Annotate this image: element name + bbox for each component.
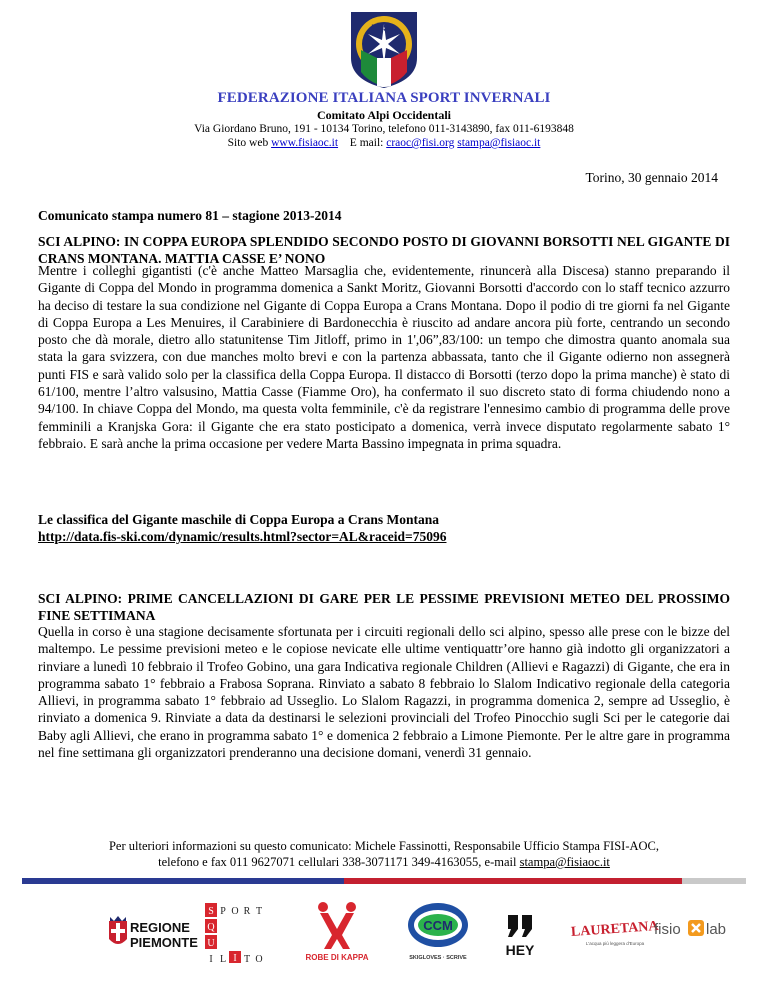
svg-text:ROBE DI KAPPA: ROBE DI KAPPA <box>305 953 369 962</box>
committee-name: Comitato Alpi Occidentali <box>317 108 451 122</box>
email-label: E mail: <box>349 137 384 149</box>
svg-text:P: P <box>220 906 226 917</box>
sportquilito-letters-icon <box>205 903 265 963</box>
hey-logo <box>498 907 542 961</box>
regione-piemonte-logo <box>108 915 198 951</box>
footer-rule-blue <box>22 878 344 884</box>
footer-rule-red <box>344 878 682 884</box>
footer-email-link[interactable]: stampa@fisiaoc.it <box>519 855 610 869</box>
regione-piemonte-crest-icon <box>108 915 198 951</box>
fisi-shield-icon <box>347 10 421 90</box>
ccm-badge-icon <box>405 901 471 963</box>
email-link-craoc[interactable]: craoc@fisi.org <box>386 137 455 149</box>
web-label: Sito web <box>227 137 269 149</box>
footer-line-2 <box>0 854 768 870</box>
results-block <box>38 511 446 545</box>
svg-text:Q: Q <box>207 922 215 933</box>
sponsor-strip <box>0 893 768 993</box>
svg-text:F.I.S.I.: F.I.S.I. <box>371 23 397 33</box>
svg-text:L'acqua più leggera d'Europa: L'acqua più leggera d'Europa <box>585 941 645 946</box>
footer-rule-gray <box>682 878 746 884</box>
organization-contacts <box>0 137 768 149</box>
svg-text:REGIONE: REGIONE <box>130 920 190 935</box>
svg-text:U: U <box>207 938 215 949</box>
email-link-stampa[interactable]: stampa@fisiaoc.it <box>457 137 541 149</box>
article-1-headline: SCI ALPINO: IN COPPA EUROPA SPLENDIDO SECONDO POSTO DI GIOVANNI BORSOTTI NEL GIGANTE DI CRANS MONTANA. MATTIA CASSE E’ NONO <box>38 234 730 266</box>
press-release-number: Comunicato stampa numero 81 – stagione 2013-2014 <box>38 208 342 223</box>
article-2-headline: SCI ALPINO: PRIME CANCELLAZIONI DI GARE PER LE PESSIME PREVISIONI METEO DEL PROSSIMO FINE SETTIMANA <box>38 591 730 623</box>
fisiolab-wordmark-icon <box>654 913 726 943</box>
article-1-body: Mentre i colleghi gigantisti (c'è anche Matteo Marsaglia che, evidentemente, rinuncerà alla Discesa) stanno preparando il Gigante di Coppa del Mondo in programma domenica a Sankt Moritz, Giovanni Borsotti d'accordo con lo staff tecnico azzurro ha deciso di testare la sua condizione nel Gigante di Coppa Europa a Crans Montana. Dopo il podio di tre giorni fa nel Gigante di Coppa Europa a Les Menuires, il Carabiniere di Bardonecchia è riuscito ad andare ancora più forte, centrando un secondo posto che dà morale, dietro allo statunitense Tim Jitloff, primo in 1',06”,83/100: un tempo che dimostra quanto anomala sua stata la gara svizzera, con due manches molto brevi e con la partenza abbassata, tanto che il Gigante odierno non assegnerà punti FIS e sarà valido solo per la classifica della Coppa Europa. Il distacco di Borsotti (terzo dopo la prima manche) è stato di 61/100, mentre l’altro valsusino, Mattia Casse (Fiamme Oro), ha confermato il suo discreto stato di forma chiudendo nono a 94/100. In chiave Coppa del Mondo, ma questa volta femminile, c'è da registrare l'ennesimo cambio di programma delle prove femminili a Kranjska Gora: il Gigante che era stato posticipato a domenica, verrà invece disputato regolarmente sabato 1° febbraio. E sarà anche la prima occasione per vedere Marta Bassino impegnata in prima squadra. <box>38 263 730 451</box>
hey-quote-icon <box>498 907 542 961</box>
lauretana-logo <box>570 911 659 955</box>
footer-line-1: Per ulteriori informazioni su questo comunicato: Michele Fassinotti, Responsabile Ufficio Stampa FISI-AOC, <box>108 839 660 853</box>
svg-text:L: L <box>219 954 227 965</box>
svg-text:T: T <box>243 954 251 965</box>
svg-text:O: O <box>231 906 239 917</box>
footer-contact <box>0 838 768 870</box>
svg-text:SKIGLOVES · SCRIVE: SKIGLOVES · SCRIVE <box>409 955 467 961</box>
svg-text:CCM: CCM <box>423 918 453 933</box>
svg-text:R: R <box>243 906 251 917</box>
svg-text:LAURETANA: LAURETANA <box>570 918 659 941</box>
svg-text:lab: lab <box>706 921 727 938</box>
svg-text:HEY: HEY <box>505 942 535 958</box>
svg-text:PIEMONTE: PIEMONTE <box>130 935 198 950</box>
footer-phones: telefono e fax 011 9627071 cellulari 338-3071171 349-4163055, e-mail <box>158 855 520 869</box>
article-2-body: Quella in corso è una stagione decisamente sfortunata per i circuiti regionali dello sci alpino, spesso alle prese con le bizze del maltempo. Le pessime previsioni meteo e le copiose nevicate elle ultime ventiquattr’ore hanno già indotto gli organizzatori a rinviare a lunedì 10 febbraio il Trofeo Gobino, una gara Indicativa regionale Children (Allievi e Ragazzi) di Gigante, che era in programma sabato 1° febbraio a Frabosa Soprana. Rinviato a sabato 8 febbraio lo Slalom Indicativo regionale della categoria Allievi, in programma sabato 1° febbraio ad Usseglio. Lo Slalom Ragazzi, in programma domenica 2, sempre ad Usseglio, è rinviato a domenica 9. Rinviate a data da destinarsi le selezioni provinciali del Trofeo Pinocchio sugli Sci per le categorie dai Baby agli Allievi, che erano in programma sabato 1° e domenica 2 febbraio a Limone Piemonte. Per le altre gare in programma nel fine settimana gli organizzatori prenderanno una decisione domani, venerdì 31 gennaio. <box>38 624 730 761</box>
fisiolab-logo <box>654 913 726 943</box>
organization-title: FEDERAZIONE ITALIANA SPORT INVERNALI <box>217 90 551 106</box>
svg-text:fisio: fisio <box>654 921 681 938</box>
svg-text:I: I <box>233 953 237 964</box>
results-link[interactable]: http://data.fis-ski.com/dynamic/results.html?sector=AL&raceid=75096 <box>38 529 447 544</box>
ccm-logo <box>405 901 471 963</box>
lauretana-wordmark-icon <box>570 911 659 955</box>
organization-address: Via Giordano Bruno, 191 - 10134 Torino, telefono 011-3143890, fax 011-6193848 <box>194 123 574 135</box>
svg-text:I: I <box>209 954 213 965</box>
svg-text:S: S <box>208 906 214 917</box>
kappa-omini-icon <box>298 899 376 963</box>
release-date: Torino, 30 gennaio 2014 <box>585 170 718 185</box>
sportquilito-logo <box>205 903 265 963</box>
kappa-logo <box>298 899 376 963</box>
website-link[interactable]: www.fisiaoc.it <box>271 137 339 149</box>
svg-text:T: T <box>255 906 263 917</box>
svg-text:O: O <box>255 954 263 965</box>
results-label: Le classifica del Gigante maschile di Coppa Europa a Crans Montana <box>38 512 440 527</box>
fisi-logo <box>347 10 421 90</box>
